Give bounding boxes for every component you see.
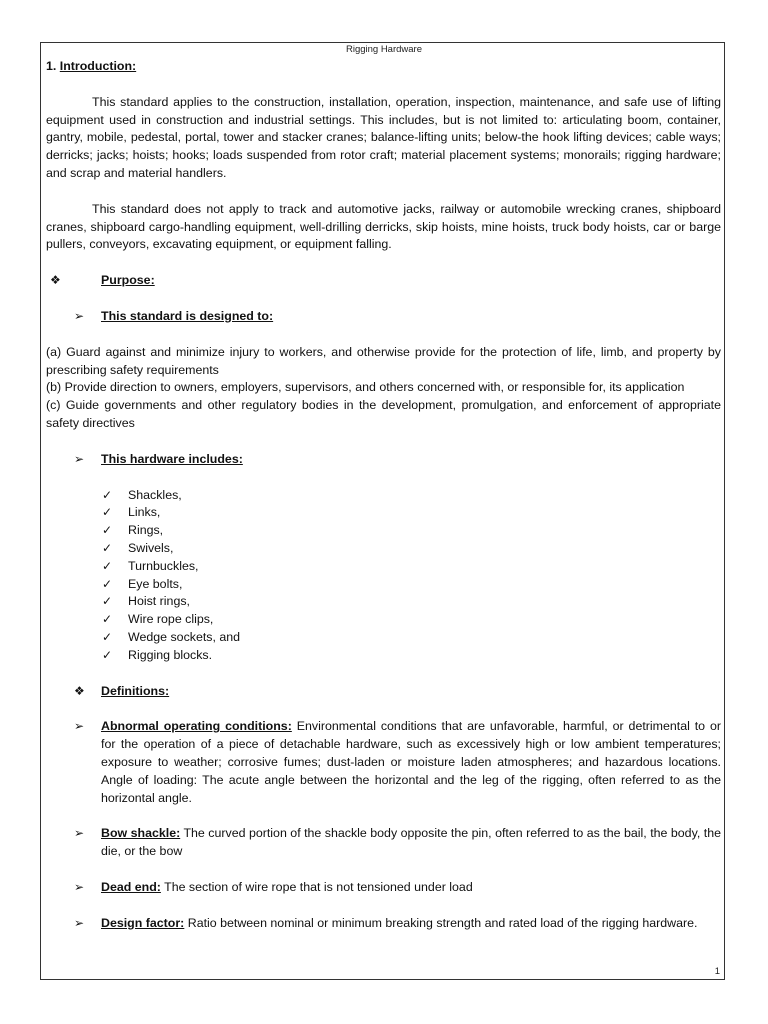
check-bullet-icon: ✓ [102,505,113,520]
arrow-bullet-icon: ➢ [74,826,85,841]
list-item [46,647,721,665]
list-item-label: Swivels, [128,540,174,555]
definition-body: The curved portion of the shackle body opposite the pin, often referred to as the bail, the body, the die, or the bow [101,826,721,859]
check-bullet-icon: ✓ [102,540,113,555]
list-item-label: Links, [128,505,161,520]
definition-body: Ratio between nominal or minimum breaking strength and rated load of the rigging hardware. [184,915,698,930]
check-bullet-icon: ✓ [102,558,113,573]
check-bullet-icon: ✓ [102,612,113,627]
section-title: Introduction: [59,59,137,73]
definition-term: Dead end: [101,879,161,894]
check-bullet-icon: ✓ [102,576,113,591]
arrow-bullet-icon: ➢ [74,719,85,734]
diamond-bullet-icon: ❖ [74,683,85,698]
list-item-label: Rings, [128,523,164,538]
definition-item [46,879,721,897]
designed-item-b: (b) Provide direction to owners, employers, supervisors, and others concerned with, or responsible for, its application [46,380,685,395]
arrow-bullet-icon: ➢ [74,451,85,466]
section-heading [46,58,721,76]
list-item-label: Eye bolts, [128,576,183,591]
check-bullet-icon: ✓ [102,487,113,502]
definition-text [46,825,721,861]
list-item [46,522,721,540]
definition-term: Bow shackle: [101,826,181,841]
designed-item-a: (a) Guard against and minimize injury to workers, and otherwise provide for the protection of life, limb, and property by prescribing safety requirements [46,344,721,377]
definition-text [46,718,721,807]
definition-item [46,825,721,861]
designed-heading: This standard is designed to: [101,308,274,323]
list-item-label: Hoist rings, [128,594,190,609]
purpose-heading: Purpose: [101,273,155,288]
arrow-bullet-icon: ➢ [74,879,85,894]
intro-paragraph-2: This standard does not apply to track and automotive jacks, railway or automobile wrecking cranes, shipboard cranes, shipboard cargo-handling equipment, well-drilling derricks, skip hoists, mine hoists, truck body hoists, car or barge pullers, conveyors, excavating equipment, or equipment falling. [46,201,721,252]
list-item-label: Turnbuckles, [128,558,199,573]
definition-body: Environmental conditions that are unfavorable, harmful, or detrimental to or for the operation of a piece of detachable hardware, such as excessively high or low ambient temperatures; exposure to weather; corrosive fumes; dust-laden or moisture laden atmospheres; and hazardous locations. Angle of loading: The acute angle between the horizontal and the leg of the rigging, often referred to as the horizontal angle. [101,719,721,805]
list-item-label: Rigging blocks. [128,647,213,662]
list-item [46,540,721,558]
list-item [46,487,721,505]
list-item-label: Wire rope clips, [128,612,214,627]
check-bullet-icon: ✓ [102,629,113,644]
check-bullet-icon: ✓ [102,647,113,662]
definition-term: Design factor: [101,915,185,930]
arrow-bullet-icon: ➢ [74,308,85,323]
definition-item [46,718,721,807]
definitions-heading-row [46,683,721,701]
diamond-bullet-icon: ❖ [50,273,61,288]
intro-paragraph-1: This standard applies to the construction, installation, operation, inspection, maintenance, and safe use of lifting equipment used in construction and industrial settings. This includes, but is not limited to: articulating boom, container, gantry, mobile, pedestal, portal, tower and stacker cranes; balance-lifting units; below-the hook lifting devices; cable ways; derricks; jacks; hoists; hooks; loads suspended from rotor craft; material placement systems; monorails; rigging hardware; and scrap and material handlers. [46,94,721,180]
document-body [46,58,721,932]
list-item [46,576,721,594]
definition-item [46,915,721,933]
page-number: 1 [714,966,720,977]
arrow-bullet-icon: ➢ [74,915,85,930]
definition-term: Abnormal operating conditions: [101,719,292,734]
designed-heading-row [46,308,721,326]
designed-item-c: (c) Guide governments and other regulatory bodies in the development, promulgation, and enforcement of appropriate safety directives [46,398,721,430]
definitions-heading: Definitions: [101,683,170,698]
section-number: 1. [46,59,60,73]
check-bullet-icon: ✓ [102,523,113,538]
list-item [46,558,721,576]
includes-heading-row [46,451,721,469]
definition-text [46,879,721,897]
includes-heading: This hardware includes: [101,451,243,466]
list-item [46,629,721,647]
list-item-label: Wedge sockets, and [128,629,241,644]
purpose-heading-row [46,272,721,290]
list-item-label: Shackles, [128,487,182,502]
check-bullet-icon: ✓ [102,594,113,609]
page-header-title: Rigging Hardware [345,44,423,55]
list-item [46,504,721,522]
definition-text [46,915,721,933]
list-item [46,611,721,629]
list-item [46,593,721,611]
definition-body: The section of wire rope that is not tensioned under load [160,879,473,894]
